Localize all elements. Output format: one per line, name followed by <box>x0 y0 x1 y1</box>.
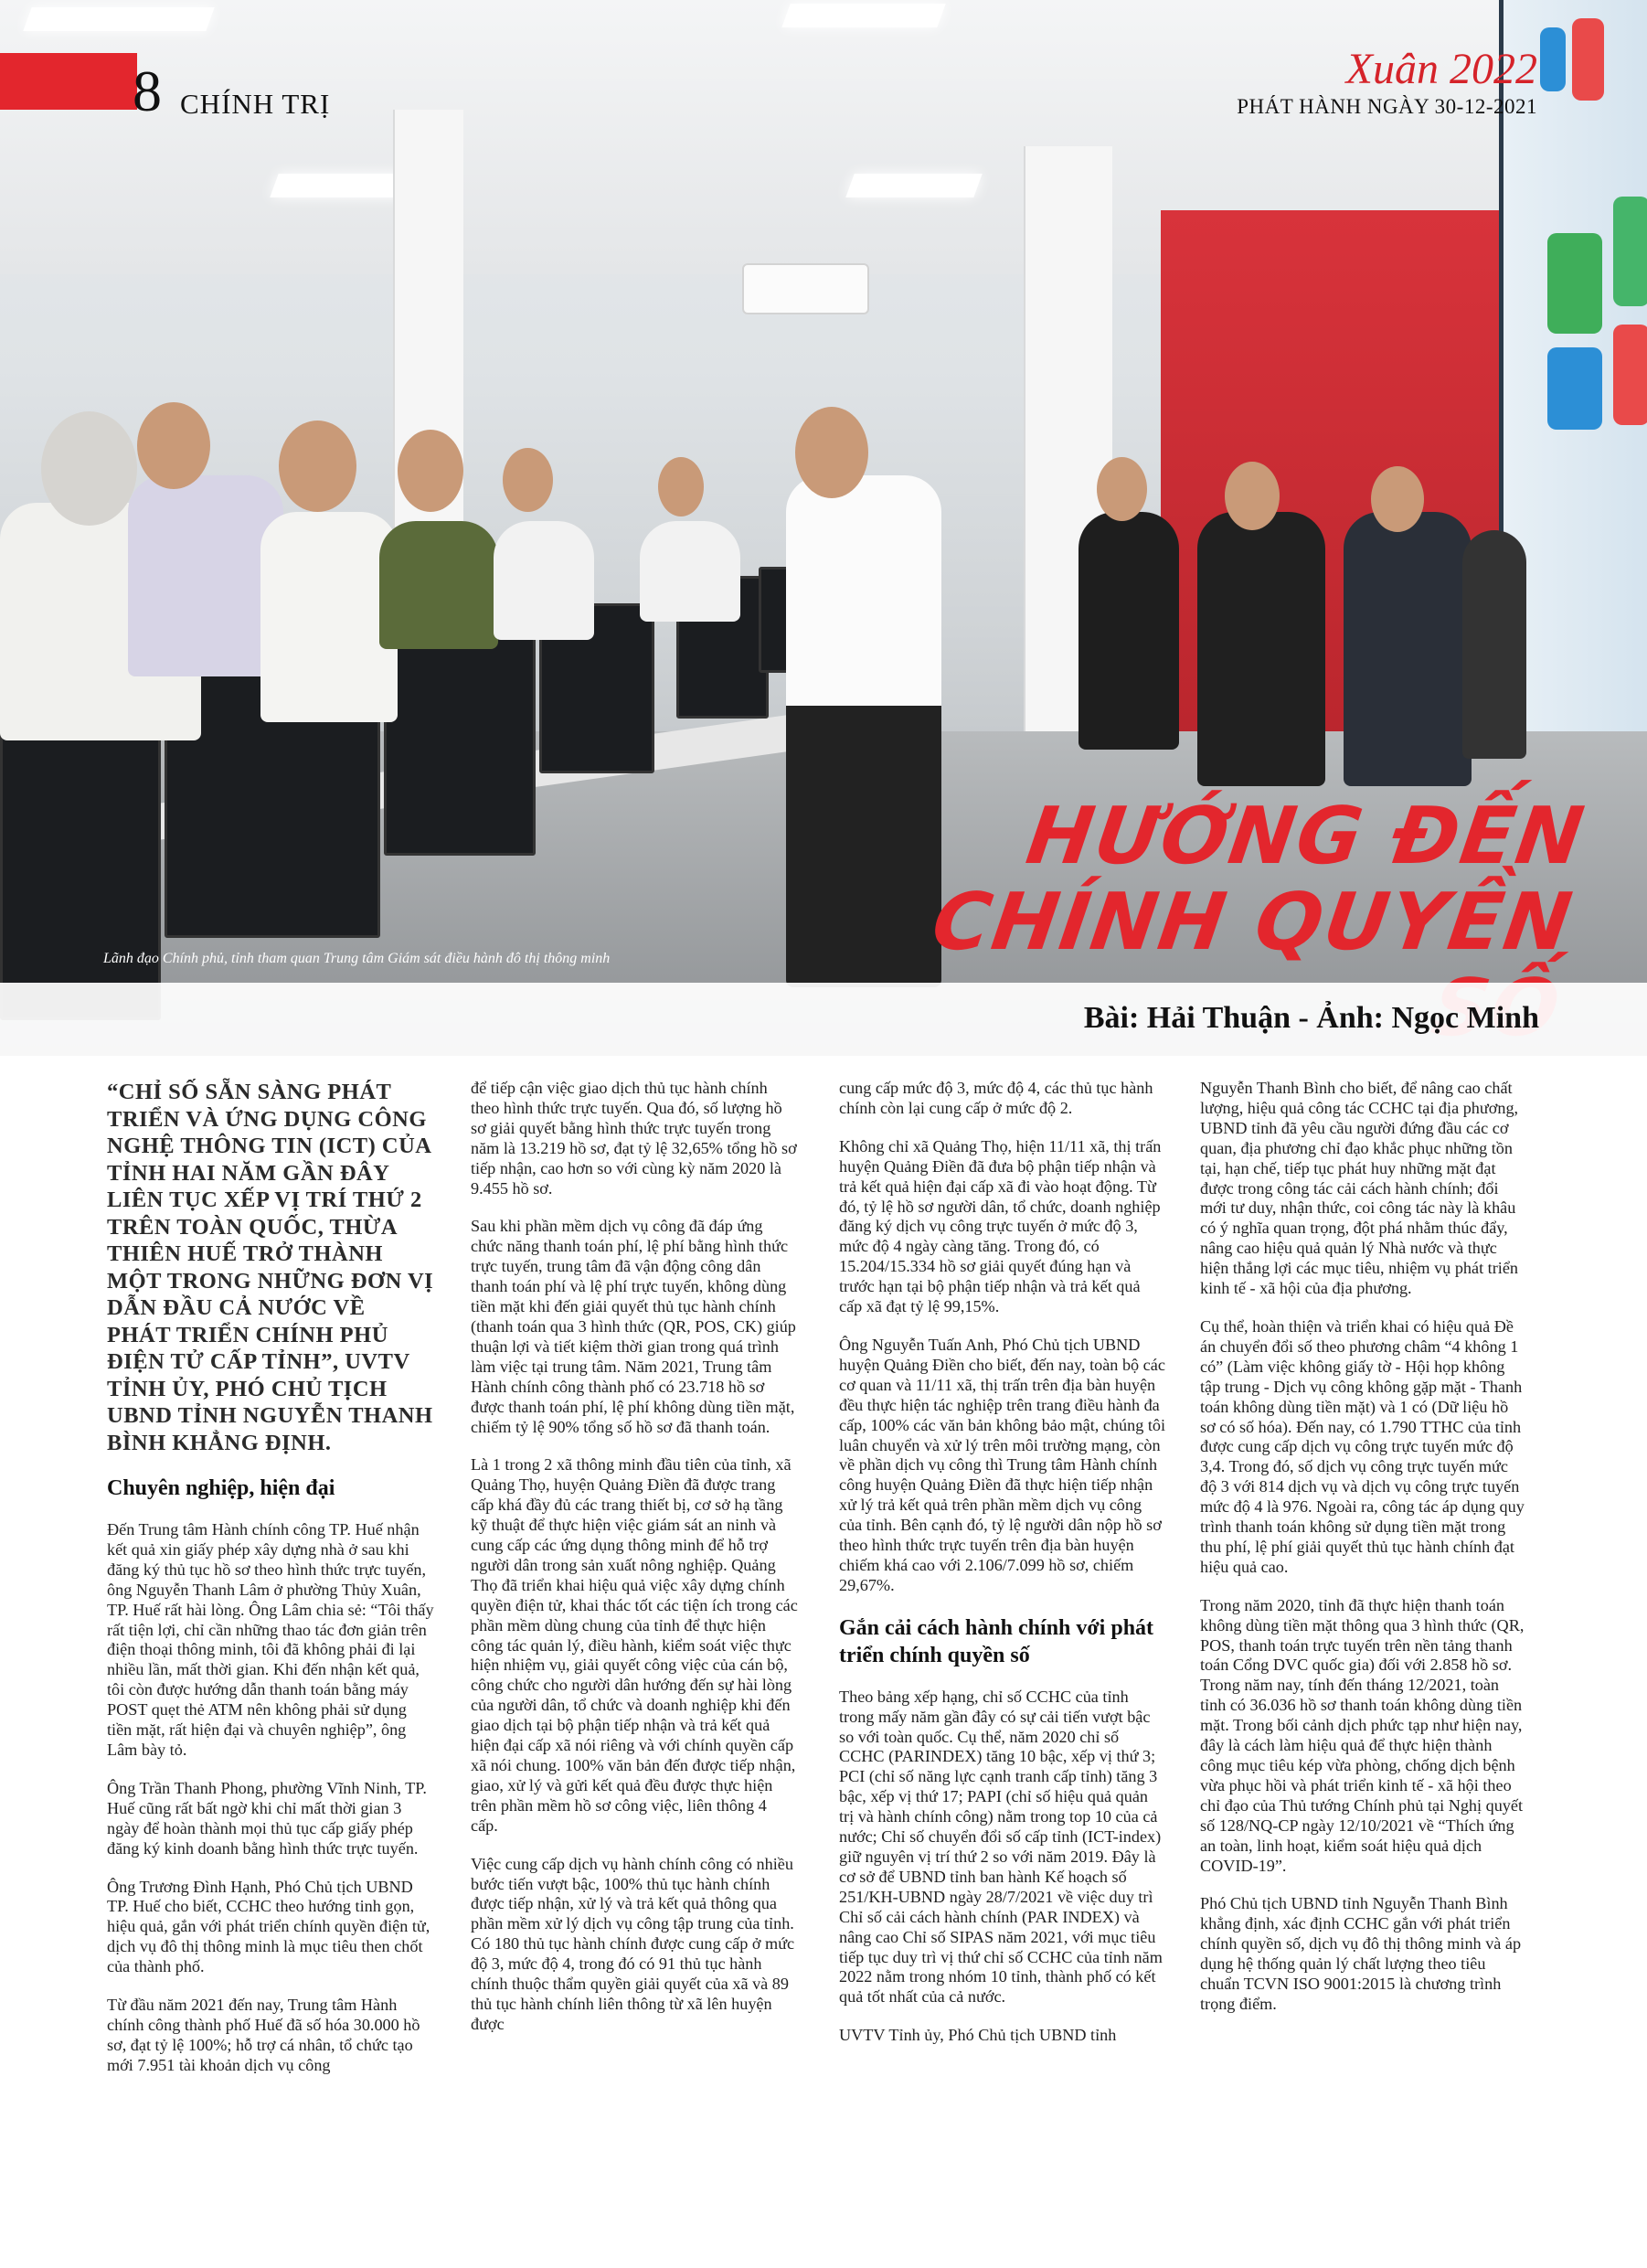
body-paragraph: Việc cung cấp dịch vụ hành chính công có nhiều bước tiến vượt bậc, 100% thủ tục hành chính được tiếp nhận, xử lý và trả kết quả thông qua phần mềm xử lý dịch vụ công tập trung của tỉnh. Có 180 thủ tục hành chính được cung cấp ở mức độ 3, mức độ 4, trong đó có 91 thủ tục hành chính thuộc thẩm quyền giải quyết của xã và 89 thủ tục hành chính liên thông từ xã lên huyện được <box>471 1854 795 2033</box>
body-paragraph: Cụ thể, hoàn thiện và triển khai có hiệu quả Đề án chuyển đổi số theo phương châm “4 không 1 có” (Làm việc không giấy tờ - Hội họp không tập trung - Dịch vụ công không gặp mặt - Thanh toán không dùng tiền mặt) và 1 có (Dữ liệu hồ sơ có số hóa). Đến nay, có 1.790 TTHC của tỉnh được cung cấp dịch vụ công trực tuyến mức độ 3,4. Trong đó, số dịch vụ công trực tuyến mức độ 3 với 814 dịch vụ và dịch vụ công trực tuyến mức độ 4 là 976. Ngoài ra, công tác áp dụng quy trình thanh toán không sử dụng tiền mặt trong thu phí, lệ phí giải quyết thủ tục hành chính đạt hiệu quả cao. <box>1200 1316 1525 1576</box>
screen-tile <box>1547 347 1602 430</box>
column-2 <box>471 1079 798 2053</box>
photo-ceiling-light <box>781 4 945 27</box>
body-paragraph: Ông Nguyễn Tuấn Anh, Phó Chủ tịch UBND huyện Quảng Điền cho biết, đến nay, toàn bộ các cơ quan và 11/11 xã, thị trấn trên địa bàn huyện đều thực hiện tác nghiệp trên trang điều hành đa cấp, 100% các văn bản không bảo mật, chúng tôi luân chuyển và xử lý trên môi trường mạng, còn về phần dịch vụ công thì Trung tâm Hành chính công huyện Quảng Điền đã thực hiện tiếp nhận xử lý trả kết quả trên phần mềm dịch vụ công của tỉnh. Bên cạnh đó, tỷ lệ người dân nộp hồ sơ theo hình thức trực tuyến trên địa bàn huyện chiếm khá cao với 2.106/7.099 hồ sơ, chiếm 29,67%. <box>839 1335 1166 1594</box>
photo-person <box>379 521 498 649</box>
body-paragraph: Không chỉ xã Quảng Thọ, hiện 11/11 xã, thị trấn huyện Quảng Điền đã đưa bộ phận tiếp nhận và trả kết quả hiện đại cấp xã đi vào hoạt động. Từ đó, tỷ lệ hồ sơ người dân, tổ chức, doanh nghiệp đăng ký dịch vụ công trực tuyến ở mức độ 3, mức độ 4 ngày càng tăng. Trong đó, có 15.204/15.334 hồ sơ giải quyết đúng hạn và trước hạn tại bộ phận tiếp nhận và trả kết quả cấp xã đạt tỷ lệ 99,15%. <box>839 1136 1162 1316</box>
photo-person <box>1462 530 1526 759</box>
subheading: Chuyên nghiệp, hiện đại <box>107 1476 335 1500</box>
body-paragraph: Trong năm 2020, tỉnh đã thực hiện thanh toán không dùng tiền mặt thông qua 3 hình thức (QR, POS, thanh toán trực tuyến trên nền tảng thanh toán Cổng DVC quốc gia) đối với 2.858 hồ sơ. Trong năm nay, tính đến tháng 12/2021, toàn tỉnh có 36.036 hồ sơ thanh toán không dùng tiền mặt. Trong bối cảnh dịch phức tạp như hiện nay, đây là cách làm hiệu quả để thực hiện thành công mục tiêu kép vừa phòng, chống dịch bệnh vừa phục hồi và phát triển kinh tế - xã hội theo chỉ đạo của Thủ tướng Chính phủ tại Nghị quyết số 128/NQ-CP ngày 12/10/2021 về “Thích ứng an toàn, linh hoạt, kiểm soát hiệu quả dịch COVID-19”. <box>1200 1595 1525 1875</box>
screen-tile <box>1572 18 1604 101</box>
photo-person <box>640 521 740 622</box>
photo-head <box>279 421 356 512</box>
article-title-line1: HƯỚNG ĐẾN <box>1021 791 1591 882</box>
screen-tile <box>1547 233 1602 334</box>
photo-person <box>494 521 594 640</box>
body-paragraph: Phó Chủ tịch UBND tỉnh Nguyễn Thanh Bình khẳng định, xác định CCHC gắn với phát triển chính quyền số, dịch vụ đô thị thông minh và áp dụng hệ thống quản lý chất lượng theo tiêu chuẩn TCVN ISO 9001:2015 là chương trình trọng điểm. <box>1200 1894 1522 2013</box>
body-paragraph: Là 1 trong 2 xã thông minh đầu tiên của tỉnh, xã Quảng Thọ, huyện Quảng Điền đã được trang cấp khá đầy đủ các trang thiết bị, cơ sở hạ tầng kỹ thuật để thực hiện việc giám sát an ninh và cung cấp các ứng dụng thông minh để hỗ trợ người dân trong sản xuất nông nghiệp. Quảng Thọ đã triển khai hiệu quả việc xây dựng chính quyền điện tử, khai thác tốt các tiện ích trong các phần mềm dùng chung của tỉnh để thực hiện công tác quản lý, điều hành, kiểm soát việc thực hiện nhiệm vụ, giải quyết công việc của cán bộ, công chức cho người dân hướng đến sự hài lòng của người dân, tổ chức và doanh nghiệp khi đến giao dịch tại bộ phận tiếp nhận và trả kết quả hiện đại cấp xã nói riêng và với chính quyền cấp xã nói chung. 100% văn bản đến được tiếp nhận, giao, xử lý và gửi kết quả đều được thực hiện trên phần mềm hồ sơ công việc, liên thông 4 cấp. <box>471 1455 798 1835</box>
photo-head <box>398 430 463 512</box>
photo-person <box>1344 512 1472 786</box>
photo-head <box>1097 457 1147 521</box>
photo-head <box>41 411 137 526</box>
section-label: CHÍNH TRỊ <box>180 88 331 120</box>
photo-person <box>1079 512 1179 750</box>
photo-head <box>658 457 704 516</box>
article-title-line2: CHÍNH QUYỀN <box>927 877 1579 968</box>
photo-head <box>1225 462 1280 530</box>
screen-tile <box>1613 325 1647 425</box>
byline: Bài: Hải Thuận - Ảnh: Ngọc Minh <box>1083 1001 1539 1035</box>
page-number: 8 <box>133 59 162 123</box>
photo-monitor <box>0 713 161 1020</box>
photo-person <box>260 512 398 722</box>
photo-monitor <box>384 631 536 856</box>
release-date: PHÁT HÀNH NGÀY 30-12-2021 <box>1237 95 1537 118</box>
photo-head <box>1371 466 1424 532</box>
photo-head <box>795 407 868 498</box>
subheading: Gắn cải cách hành chính với phát triển chính quyền số <box>839 1615 1154 1667</box>
body-paragraph: Ông Trương Đình Hạnh, Phó Chủ tịch UBND TP. Huế cho biết, CCHC theo hướng tinh gọn, hiệu quả, gắn với phát triển chính quyền điện tử, dịch vụ đô thị thông minh là mục tiêu then chốt của thành phố. <box>107 1877 430 1976</box>
body-paragraph: Đến Trung tâm Hành chính công TP. Huế nhận kết quả xin giấy phép xây dựng nhà ở sau khi đăng ký thủ tục hồ sơ theo hình thức trực tuyến, ông Nguyễn Thanh Lâm ở phường Thủy Xuân, TP. Huế rất hài lòng. Ông Lâm chia sẻ: “Tôi thấy rất tiện lợi, chỉ cần những thao tác đơn giản trên điện thoại thông minh, tôi đã không phải đi lại nhiều lần, mất thời gian. Khi đến nhận kết quả, tôi còn được hướng dẫn thanh toán bằng máy POST quẹt thẻ ATM nên không phải sử dụng tiền mặt, rất hiện đại và chuyên nghiệp”, ông Lâm bày tỏ. <box>107 1520 434 1759</box>
lead-paragraph: “CHỈ SỐ SẴN SÀNG PHÁT TRIỂN VÀ ỨNG DỤNG CÔNG NGHỆ THÔNG TIN (ICT) CỦA TỈNH HAI NĂM GẦN ĐÂY LIÊN TỤC XẾP VỊ TRÍ THỨ 2 TRÊN TOÀN QUỐC, THỪA THIÊN HUẾ TRỞ THÀNH MỘT TRONG NHỮNG ĐƠN VỊ DẪN ĐẦU CẢ NƯỚC VỀ PHÁT TRIỂN CHÍNH PHỦ ĐIỆN TỬ CẤP TỈNH”, UVTV TỈNH ỦY, PHÓ CHỦ TỊCH UBND TỈNH NGUYỄN THANH BÌNH KHẲNG ĐỊNH. <box>107 1080 434 1455</box>
body-paragraph: để tiếp cận việc giao dịch thủ tục hành chính theo hình thức trực tuyến. Qua đó, số lượng hồ sơ giải quyết bằng hình thức trực tuyến trong năm là 13.219 hồ sơ, đạt tỷ lệ 32,65% tổng hồ sơ tiếp nhận, cao hơn so với cùng kỳ năm 2020 là 9.455 hồ sơ. <box>471 1079 797 1198</box>
photo-ceiling-light <box>23 7 214 31</box>
screen-tile <box>1613 197 1647 306</box>
body-paragraph: UVTV Tỉnh ủy, Phó Chủ tịch UBND tỉnh <box>839 2026 1117 2045</box>
body-paragraph: Từ đầu năm 2021 đến nay, Trung tâm Hành chính công thành phố Huế đã số hóa 30.000 hồ sơ, đạt tỷ lệ 100%; hỗ trợ cá nhân, tổ chức tạo mới 7.951 tài khoản dịch vụ công <box>107 1996 420 2074</box>
body-paragraph: Sau khi phần mềm dịch vụ công đã đáp ứng chức năng thanh toán phí, lệ phí bằng hình thức trực tuyến, trung tâm đã vận động công dân thanh toán phí và lệ phí trực tuyến, không dùng tiền mặt khi đến giải quyết thủ tục hành chính (thanh toán qua 3 hình thức (QR, POS, CK) giúp thuận lợi và tiết kiệm thời gian trong quá trình làm việc tại trung tâm. Năm 2021, Trung tâm Hành chính công thành phố có 23.718 hồ sơ được thanh toán phí, lệ phí không dùng tiền mặt, chiếm tỷ lệ 90% tổng số hồ sơ đã thanh toán. <box>471 1217 796 1436</box>
photo-air-conditioner <box>742 263 869 314</box>
section-red-tab <box>0 53 137 110</box>
column-4 <box>1200 1079 1527 2033</box>
screen-tile <box>1540 27 1566 91</box>
photo-caption: Lãnh đạo Chính phủ, tỉnh tham quan Trung tâm Giám sát điều hành đô thị thông minh <box>103 951 611 966</box>
photo-ceiling-light <box>845 174 982 197</box>
body-paragraph: cung cấp mức độ 3, mức độ 4, các thủ tục hành chính còn lại cung cấp ở mức độ 2. <box>839 1079 1153 1117</box>
issue-title: Xuân 2022 <box>1345 45 1537 93</box>
body-paragraph: Nguyễn Thanh Bình cho biết, để nâng cao chất lượng, hiệu quả công tác CCHC tại địa phương, UBND tỉnh đã yêu cầu người đứng đầu các cơ quan, địa phương chỉ đạo khắc phục những tồn tại, hạn chế, tiếp tục phát huy những mặt đạt được trong công tác cải cách hành chính; đổi mới tư duy, nhận thức, coi công tác này là khâu có ý nghĩa quan trọng, đột phá nhằm thúc đẩy, nâng cao hiệu quả quản lý Nhà nước và thực hiện thắng lợi các mục tiêu, nhiệm vụ phát triển kinh tế - xã hội của địa phương. <box>1200 1079 1519 1298</box>
body-paragraph: Ông Trần Thanh Phong, phường Vĩnh Ninh, TP. Huế cũng rất bất ngờ khi chỉ mất thời gian 3 ngày để hoàn thành mọi thủ tục cấp giấy phép đăng ký kinh doanh bằng hình thức trực tuyến. <box>107 1778 427 1858</box>
photo-person <box>1197 512 1325 786</box>
photo-head <box>503 448 553 512</box>
body-paragraph: Theo bảng xếp hạng, chỉ số CCHC của tỉnh trong mấy năm gần đây có sự cải tiến vượt bậc so với toàn quốc. Cụ thể, năm 2020 chỉ số CCHC (PARINDEX) tăng 10 bậc, xếp vị thứ 3; PCI (chỉ số năng lực cạnh tranh cấp tỉnh) tăng 3 bậc, xếp vị thứ 17; PAPI (chỉ số hiệu quả quản trị và hành chính công) nằm trong top 10 của cả nước; Chỉ số chuyển đổi số cấp tỉnh (ICT-index) giữ nguyên vị trí thứ 2 so với năm 2019. Đây là cơ sở để UBND tỉnh ban hành Kế hoạch số 251/KH-UBND ngày 28/7/2021 về việc duy trì Chỉ số cải cách hành chính (PAR INDEX) và nâng cao Chỉ số SIPAS năm 2021, với mục tiêu tiếp tục duy trì vị thứ chỉ số CCHC của tỉnh năm 2022 nằm trong nhóm 10 tỉnh, thành phố có kết quả tốt nhất của cả nước. <box>839 1687 1163 2007</box>
column-1 <box>107 1079 434 2094</box>
column-3 <box>839 1079 1166 2064</box>
photo-head <box>137 402 210 489</box>
